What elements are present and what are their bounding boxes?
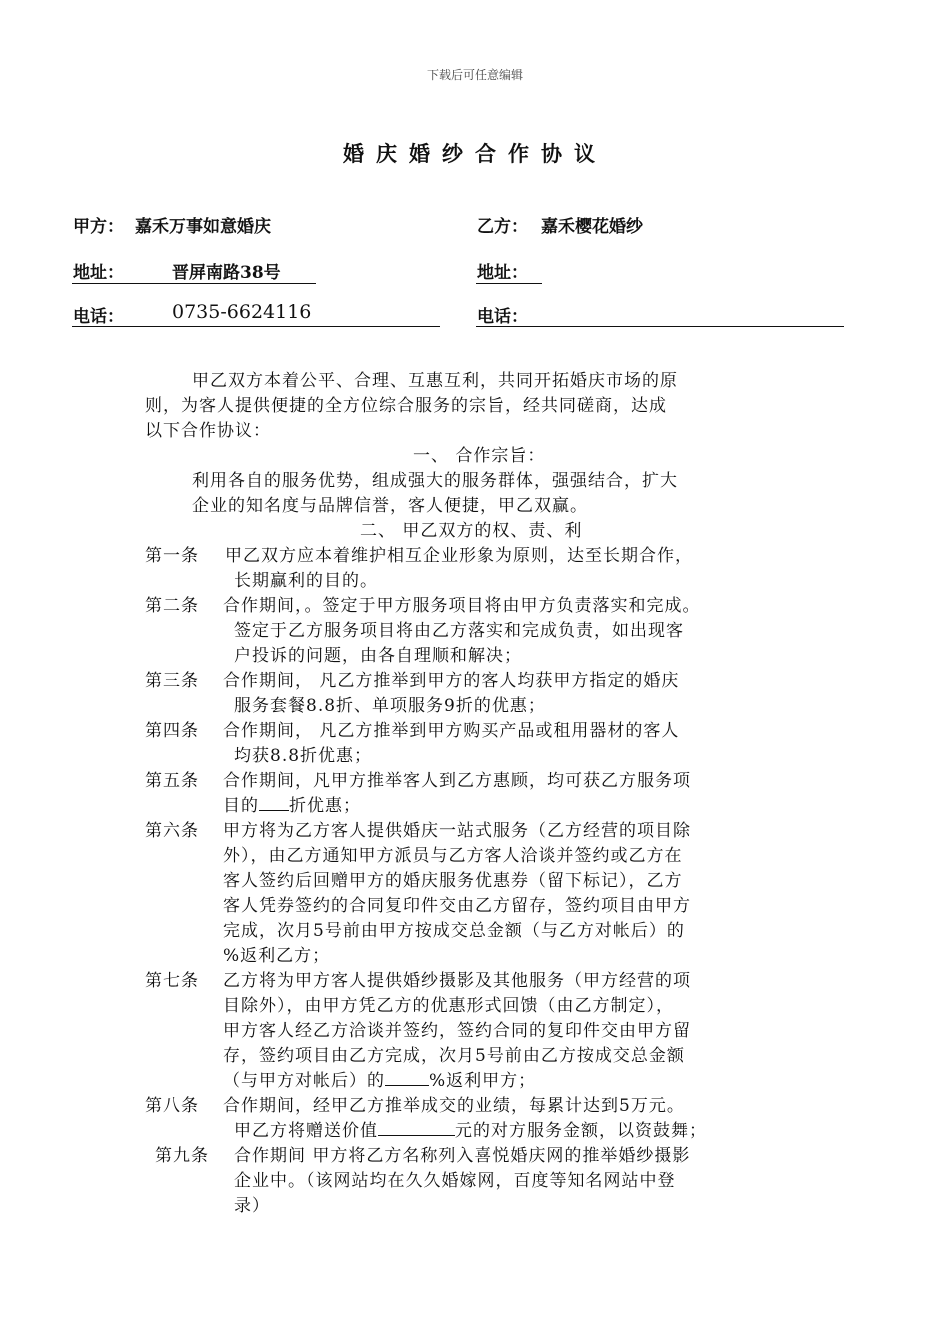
article-3-label: 第三条 [145, 671, 199, 691]
party-a-label: 甲方： [73, 217, 124, 237]
article-6-line: 甲方将为乙方客人提供婚庆一站式服务（乙方经营的项目除 [223, 821, 691, 841]
article-9-line: 合作期间 甲方将乙方名称列入喜悦婚庆网的推举婚纱摄影 [234, 1146, 691, 1166]
party-a-phone-label: 电话： [73, 307, 124, 327]
article-4-label: 第四条 [145, 721, 199, 741]
intro-line: 以下合作协议： [145, 421, 271, 441]
party-b-name: 嘉禾樱花婚纱 [541, 217, 643, 237]
party-a-address: 晋屏南路38号 [172, 263, 281, 283]
party-a-phone: 0735-6624116 [172, 301, 312, 323]
article-6-line: %返利乙方； [223, 946, 331, 966]
article-2-label: 第二条 [145, 596, 199, 616]
article-5-line-2 [223, 791, 361, 816]
article-3-line: 服务套餐8.8折、单项服务9折的优惠； [234, 696, 546, 716]
party-b-label: 乙方： [477, 217, 528, 237]
article-8-line-2 [234, 1116, 707, 1141]
article-1-label: 第一条 [145, 546, 199, 566]
article-7-line: 目除外），由甲方凭乙方的优惠形式回馈（由乙方制定）， [223, 996, 674, 1016]
party-b-address-label: 地址： [477, 263, 528, 283]
article-2-line: 户投诉的问题，由各自理顺和解决； [234, 646, 522, 666]
phone-b-underline [476, 326, 844, 327]
article-7-line-5 [223, 1066, 536, 1091]
article-7-line-5-start: （与甲方对帐后）的 [223, 1071, 385, 1091]
discount-blank [259, 793, 289, 811]
intro-line: 则，为客人提供便捷的全方位综合服务的宗旨，经共同磋商，达成 [145, 396, 667, 416]
article-4-line: 均获8.8折优惠； [234, 746, 373, 766]
section-1-line: 企业的知名度与品牌信誉，客人便捷，甲乙双赢。 [192, 496, 588, 516]
phone-a-underline [72, 326, 440, 327]
party-a-name: 嘉禾万事如意婚庆 [135, 217, 271, 237]
article-1-line: 长期赢利的目的。 [234, 571, 378, 591]
article-3-line: 合作期间， 凡乙方推举到甲方的客人均获甲方指定的婚庆 [223, 671, 680, 691]
address-b-underline [476, 283, 542, 284]
article-8-line: 合作期间，经甲乙方推举成交的业绩，每累计达到5万元。 [223, 1096, 685, 1116]
article-6-line: 客人凭券签约的合同复印件交由乙方留存，签约项目由甲方 [223, 896, 691, 916]
article-7-line: 乙方将为甲方客人提供婚纱摄影及其他服务（甲方经营的项 [223, 971, 691, 991]
value-blank [378, 1118, 455, 1136]
article-4-line: 合作期间， 凡乙方推举到甲方购买产品或租用器材的客人 [223, 721, 680, 741]
article-5-line: 合作期间，凡甲方推举客人到乙方惠顾，均可获乙方服务项 [223, 771, 691, 791]
article-8-line-2-start: 甲乙方将赠送价值 [234, 1121, 378, 1141]
party-a-address-label: 地址： [73, 263, 124, 283]
party-b-phone-label: 电话： [477, 307, 528, 327]
article-5-line-2-start: 目的 [223, 796, 259, 816]
article-7-label: 第七条 [145, 971, 199, 991]
article-6-line: 客人签约后回赠甲方的婚庆服务优惠券（留下标记），乙方 [223, 871, 683, 891]
article-7-line: 存，签约项目由乙方完成，次月5号前由乙方按成交总金额 [223, 1046, 685, 1066]
article-6-line: 外），由乙方通知甲方派员与乙方客人洽谈并签约或乙方在 [223, 846, 683, 866]
article-8-line-2-end: 元的对方服务金额，以资鼓舞； [455, 1121, 707, 1141]
article-6-line: 完成，次月5号前由甲方按成交总金额（与乙方对帐后）的 [223, 921, 685, 941]
article-8-label: 第八条 [145, 1096, 199, 1116]
intro-line: 甲乙双方本着公平、合理、互惠互利，共同开拓婚庆市场的原 [192, 371, 678, 391]
section-2-heading: 二、 甲乙双方的权、责、利 [360, 521, 583, 541]
article-7-line-5-end: %返利甲方； [429, 1071, 537, 1091]
article-9-line: 录） [234, 1196, 270, 1216]
article-5-line-2-end: 折优惠； [289, 796, 361, 816]
page-header: 下载后可任意编辑 [426, 68, 523, 82]
article-2-line: 签定于乙方服务项目将由乙方落实和完成负责，如出现客 [234, 621, 684, 641]
rebate-blank [385, 1068, 429, 1086]
section-1-line: 利用各自的服务优势，组成强大的服务群体，强强结合，扩大 [192, 471, 678, 491]
article-5-label: 第五条 [145, 771, 199, 791]
article-1-line: 甲乙双方应本着维护相互企业形象为原则，达至长期合作， [225, 546, 693, 566]
section-1-heading: 一、 合作宗旨： [413, 446, 546, 466]
article-7-line: 甲方客人经乙方洽谈并签约，签约合同的复印件交由甲方留 [223, 1021, 691, 1041]
article-9-label: 第九条 [155, 1146, 209, 1166]
article-6-label: 第六条 [145, 821, 199, 841]
document-title: 婚庆婚纱合作协议 [343, 141, 607, 166]
article-9-line: 企业中。（该网站均在久久婚嫁网，百度等知名网站中登 [234, 1171, 676, 1191]
article-2-line: 合作期间，。签定于甲方服务项目将由甲方负责落实和完成。 [223, 596, 701, 616]
address-a-underline [72, 283, 316, 284]
